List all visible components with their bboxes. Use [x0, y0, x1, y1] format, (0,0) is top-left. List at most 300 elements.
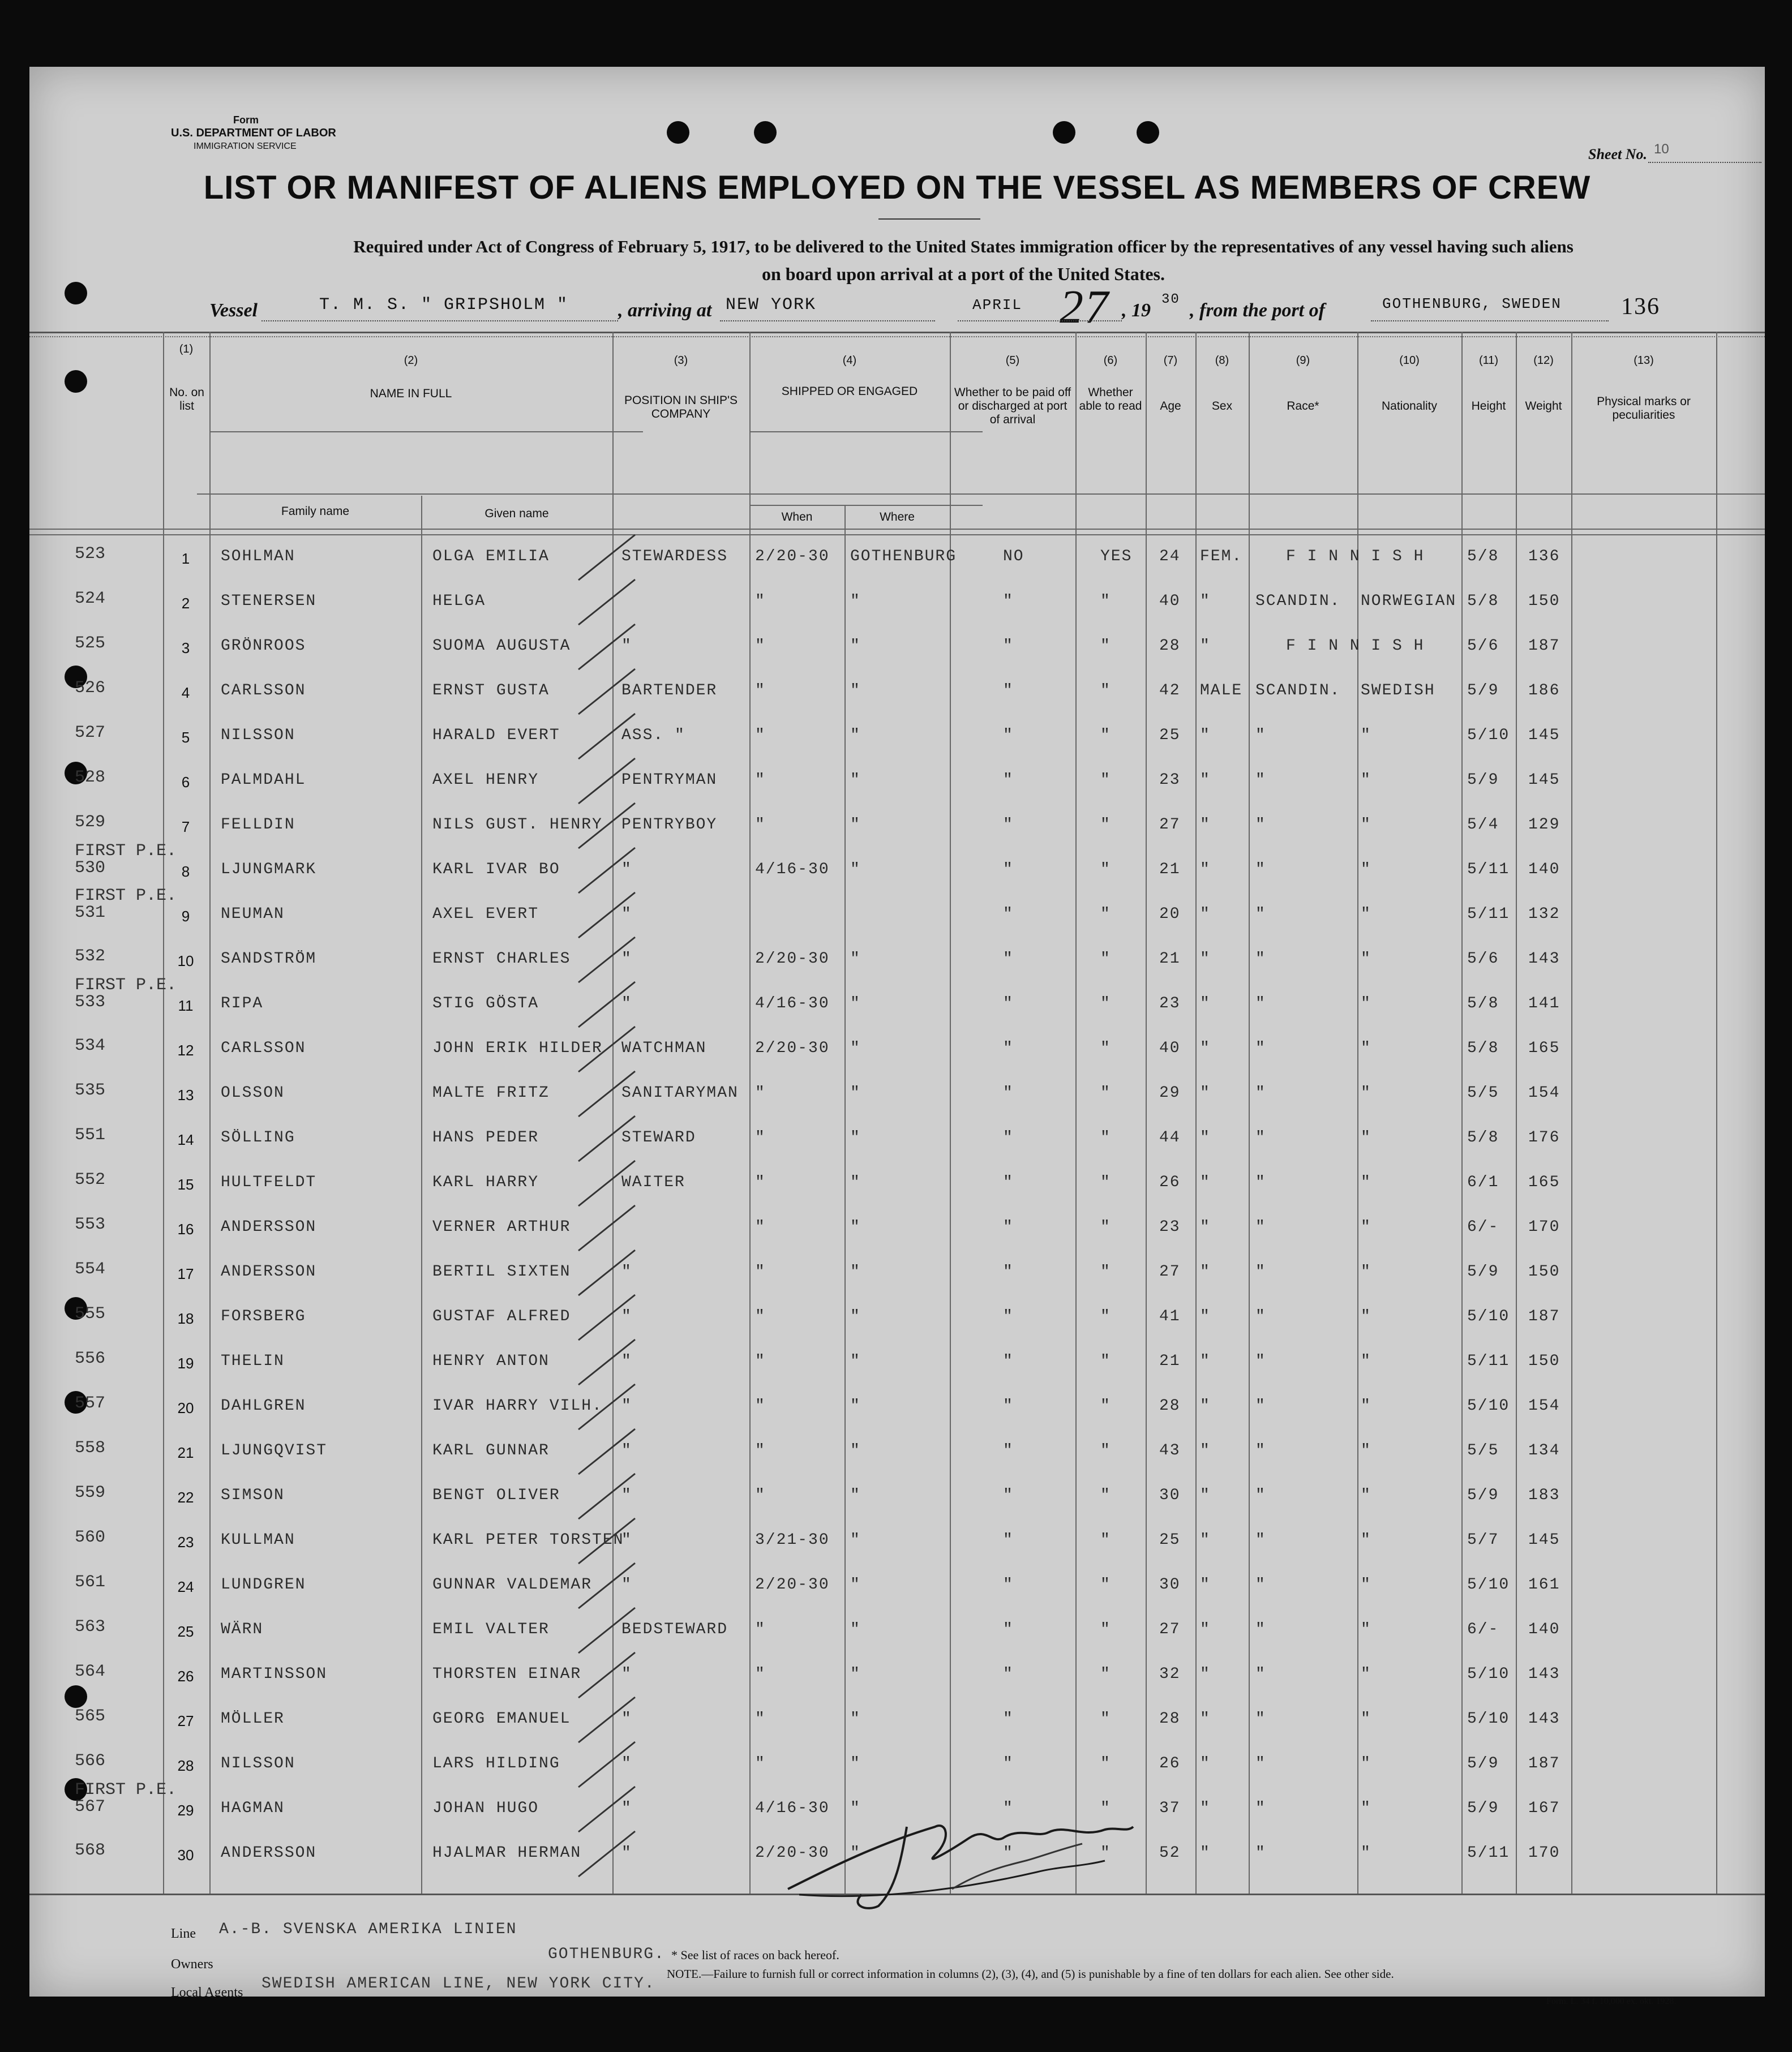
paid-off-cell: " — [1003, 1308, 1014, 1325]
tick-mark — [573, 1471, 641, 1522]
shipped-when-cell: " — [755, 1487, 766, 1504]
given-name-cell: JOHAN HUGO — [432, 1800, 539, 1817]
margin-list-number: 563 — [75, 1617, 106, 1637]
race-cell: " — [1255, 1040, 1266, 1057]
able-read-cell: " — [1100, 816, 1111, 834]
weight-cell: 187 — [1528, 1755, 1561, 1772]
position-cell: " — [621, 1442, 632, 1459]
col-num-4: (4) — [842, 354, 857, 367]
given-name-cell: IVAR HARRY VILH. — [432, 1397, 603, 1415]
row-number: 11 — [178, 997, 194, 1014]
paid-off-cell: " — [1003, 1844, 1014, 1862]
punch-hole — [754, 121, 777, 144]
nationality-cell: " — [1361, 1040, 1371, 1057]
shipped-where-cell: " — [850, 816, 861, 834]
margin-list-number: 564 — [75, 1662, 106, 1681]
shipped-when-cell: " — [755, 1218, 766, 1236]
margin-list-number: 553 — [75, 1215, 106, 1234]
race-cell: " — [1255, 1084, 1266, 1102]
age-cell: 30 — [1159, 1576, 1181, 1594]
col-num-8: (8) — [1215, 354, 1229, 367]
nationality-cell: " — [1361, 1084, 1371, 1102]
age-cell: 37 — [1159, 1800, 1181, 1817]
given-name-cell: KARL PETER TORSTEN — [432, 1531, 624, 1549]
row-number: 6 — [181, 774, 190, 791]
weight-cell: 140 — [1528, 861, 1561, 878]
shipped-where-cell: " — [850, 1487, 861, 1504]
age-cell: 27 — [1159, 1621, 1181, 1638]
form-code: Form. L. 34 f. 10,000 ex. okt. 1928. — [1546, 1997, 1677, 2006]
col-num-2: (2) — [404, 354, 418, 367]
shipped-when-cell: " — [755, 1665, 766, 1683]
row-number: 16 — [177, 1221, 194, 1238]
margin-list-number: 566 — [75, 1752, 106, 1771]
nationality-cell: " — [1361, 1397, 1371, 1415]
shipped-where-cell: " — [850, 1576, 861, 1594]
height-cell: 5/9 — [1467, 1263, 1499, 1281]
sex-cell: " — [1200, 1755, 1211, 1772]
shipped-where-cell: " — [850, 1308, 861, 1325]
col-num-5: (5) — [1005, 354, 1020, 367]
header-weight: Weight — [1525, 400, 1562, 413]
shipped-where-cell: " — [850, 682, 861, 699]
race-cell: " — [1255, 861, 1266, 878]
row-number: 30 — [177, 1847, 194, 1864]
shipped-when-cell: " — [755, 682, 766, 699]
sex-cell: " — [1200, 1576, 1211, 1594]
row-number: 18 — [177, 1310, 194, 1327]
position-cell: " — [621, 1844, 632, 1862]
shipped-when-cell: 2/20-30 — [755, 548, 830, 565]
position-cell: " — [621, 1576, 632, 1594]
given-name-cell: LARS HILDING — [432, 1755, 560, 1772]
race-cell: " — [1255, 1174, 1266, 1191]
given-name-cell: GUNNAR VALDEMAR — [432, 1576, 593, 1594]
given-name-cell: KARL IVAR BO — [432, 861, 560, 878]
given-name-cell: OLGA EMILIA — [432, 548, 550, 565]
vessel-line — [29, 281, 1765, 333]
family-name-cell: THELIN — [221, 1353, 285, 1370]
height-cell: 5/6 — [1467, 637, 1499, 655]
position-cell: " — [621, 905, 632, 923]
nationality-cell: " — [1361, 950, 1371, 968]
race-cell: " — [1255, 1442, 1266, 1459]
header-no-on-list: No. on list — [169, 386, 204, 413]
nationality-cell: " — [1361, 1129, 1371, 1147]
weight-cell: 150 — [1528, 1353, 1561, 1370]
family-name-cell: FELLDIN — [221, 816, 295, 834]
from-port-label: , from the port of — [1190, 300, 1325, 321]
able-read-cell: " — [1100, 1397, 1111, 1415]
age-cell: 23 — [1159, 1218, 1181, 1236]
punch-hole — [667, 121, 689, 144]
family-name-cell: KULLMAN — [221, 1531, 295, 1549]
height-cell: 5/8 — [1467, 995, 1499, 1012]
manifest-sheet — [29, 67, 1765, 2006]
row-number: 15 — [177, 1176, 194, 1193]
race-cell: " — [1255, 1621, 1266, 1638]
shipped-when-cell: " — [755, 1263, 766, 1281]
race-cell: " — [1255, 1487, 1266, 1504]
given-name-cell: SUOMA AUGUSTA — [432, 637, 571, 655]
given-name-cell: KARL GUNNAR — [432, 1442, 550, 1459]
shipped-where-cell: " — [850, 1442, 861, 1459]
able-read-cell: " — [1100, 1040, 1111, 1057]
sex-cell: " — [1200, 995, 1211, 1012]
tick-mark — [573, 890, 641, 941]
header-height: Height — [1471, 400, 1506, 413]
margin-list-number: 561 — [75, 1573, 106, 1592]
row-number: 19 — [177, 1355, 194, 1372]
paid-off-cell: " — [1003, 1442, 1014, 1459]
shipped-where-cell: " — [850, 995, 861, 1012]
weight-cell: 129 — [1528, 816, 1561, 834]
row-number: 9 — [181, 908, 190, 925]
tick-mark — [573, 1694, 641, 1745]
age-cell: 21 — [1159, 861, 1181, 878]
margin-list-number: 560 — [75, 1528, 106, 1547]
nationality-cell: " — [1361, 1353, 1371, 1370]
paid-off-cell: " — [1003, 816, 1014, 834]
col-num-13: (13) — [1634, 354, 1654, 367]
age-cell: 41 — [1159, 1308, 1181, 1325]
subtitle-line-2: on board upon arrival at a port of the United States. — [761, 264, 1165, 284]
nationality-cell: " — [1361, 1576, 1371, 1594]
height-cell: 5/10 — [1467, 1397, 1510, 1415]
tick-mark — [573, 1516, 641, 1566]
family-name-cell: GRÖNROOS — [221, 637, 306, 655]
paid-off-cell: " — [1003, 1665, 1014, 1683]
shipped-when-cell: 4/16-30 — [755, 995, 830, 1012]
shipped-when-cell: " — [755, 1621, 766, 1638]
sex-cell: " — [1200, 727, 1211, 744]
able-read-cell: " — [1100, 1084, 1111, 1102]
nationality-cell: " — [1361, 1665, 1371, 1683]
shipped-where-cell: " — [850, 637, 861, 655]
weight-cell: 187 — [1528, 637, 1561, 655]
shipped-when-cell: " — [755, 1755, 766, 1772]
nationality-cell: " — [1361, 995, 1371, 1012]
shipped-when-cell: 2/20-30 — [755, 1844, 830, 1862]
age-cell: 28 — [1159, 1710, 1181, 1728]
margin-list-number: 555 — [75, 1304, 106, 1324]
nationality-cell: SWEDISH — [1361, 682, 1435, 699]
sex-cell: " — [1200, 1531, 1211, 1549]
able-read-cell: " — [1100, 1844, 1111, 1862]
department-label: U.S. DEPARTMENT OF LABOR — [171, 127, 336, 139]
paid-off-cell: " — [1003, 995, 1014, 1012]
height-cell: 6/- — [1467, 1621, 1499, 1638]
able-read-cell: " — [1100, 1710, 1111, 1728]
arrival-month: APRIL — [972, 297, 1023, 314]
family-name-cell: LUNDGREN — [221, 1576, 306, 1594]
header-paid-off: Whether to be paid off or discharged at port of arrival — [954, 386, 1071, 426]
shipped-when-cell: 2/20-30 — [755, 1576, 830, 1594]
header-position: POSITION IN SHIP'S COMPANY — [624, 394, 738, 420]
shipped-where-cell: " — [850, 950, 861, 968]
weight-cell: 187 — [1528, 1308, 1561, 1325]
race-cell: " — [1255, 1308, 1266, 1325]
race-cell: F I N N I S H — [1286, 637, 1425, 655]
arrival-day: 27 — [1060, 281, 1109, 333]
height-cell: 5/10 — [1467, 1308, 1510, 1325]
weight-cell: 170 — [1528, 1844, 1561, 1862]
margin-list-number: 532 — [75, 947, 106, 966]
shipped-when-cell: " — [755, 727, 766, 744]
age-cell: 28 — [1159, 1397, 1181, 1415]
position-cell: " — [621, 861, 632, 878]
nationality-cell: " — [1361, 1442, 1371, 1459]
paid-off-cell: " — [1003, 1531, 1014, 1549]
sex-cell: " — [1200, 1710, 1211, 1728]
height-cell: 5/4 — [1467, 816, 1499, 834]
able-read-cell: " — [1100, 1263, 1111, 1281]
service-label: IMMIGRATION SERVICE — [194, 141, 297, 151]
weight-cell: 136 — [1528, 548, 1561, 565]
year-prefix: , 19 — [1122, 300, 1151, 321]
sex-cell: " — [1200, 771, 1211, 789]
age-cell: 44 — [1159, 1129, 1181, 1147]
height-cell: 6/- — [1467, 1218, 1499, 1236]
margin-list-number: 526 — [75, 679, 106, 698]
race-cell: " — [1255, 1665, 1266, 1683]
shipped-when-cell: 4/16-30 — [755, 861, 830, 878]
shipped-where-cell: " — [850, 1800, 861, 1817]
position-cell: " — [621, 950, 632, 968]
given-name-cell: HELGA — [432, 593, 486, 610]
weight-cell: 132 — [1528, 905, 1561, 923]
year-suffix: 30 — [1161, 292, 1180, 307]
position-cell: " — [621, 1353, 632, 1370]
weight-cell: 154 — [1528, 1397, 1561, 1415]
family-name-cell: SIMSON — [221, 1487, 285, 1504]
margin-list-number: 568 — [75, 1841, 106, 1860]
age-cell: 30 — [1159, 1487, 1181, 1504]
paid-off-cell: " — [1003, 1218, 1014, 1236]
race-cell: " — [1255, 1844, 1266, 1862]
able-read-cell: " — [1100, 1531, 1111, 1549]
form-label: Form — [233, 114, 259, 126]
tick-mark — [573, 1337, 641, 1388]
crew-table — [29, 332, 1765, 1894]
shipped-where-cell: " — [850, 727, 861, 744]
height-cell: 5/6 — [1467, 950, 1499, 968]
header-shipped: SHIPPED OR ENGAGED — [781, 385, 918, 398]
able-read-cell: " — [1100, 682, 1111, 699]
header-family-name: Family name — [281, 505, 350, 518]
given-name-cell: KARL HARRY — [432, 1174, 539, 1191]
tick-mark — [573, 711, 641, 762]
margin-list-number: 524 — [75, 589, 106, 608]
nationality-cell: " — [1361, 861, 1371, 878]
race-cell: F I N N I S H — [1286, 548, 1425, 565]
paid-off-cell: " — [1003, 1353, 1014, 1370]
given-name-cell: HENRY ANTON — [432, 1353, 550, 1370]
given-name-cell: GUSTAF ALFRED — [432, 1308, 571, 1325]
shipped-when-cell: " — [755, 1710, 766, 1728]
age-cell: 21 — [1159, 1353, 1181, 1370]
nationality-cell: " — [1361, 1487, 1371, 1504]
tick-mark — [573, 1381, 641, 1432]
age-cell: 26 — [1159, 1174, 1181, 1191]
position-cell: " — [621, 1755, 632, 1772]
weight-cell: 161 — [1528, 1576, 1561, 1594]
race-cell: " — [1255, 1755, 1266, 1772]
paid-off-cell: " — [1003, 1576, 1014, 1594]
nationality-cell: " — [1361, 1174, 1371, 1191]
tick-mark — [573, 1292, 641, 1343]
position-cell: " — [621, 637, 632, 655]
age-cell: 20 — [1159, 905, 1181, 923]
family-name-cell: ANDERSSON — [221, 1263, 317, 1281]
able-read-cell: " — [1100, 1353, 1111, 1370]
margin-list-number: FIRST P.E. 567 — [75, 1780, 177, 1817]
age-cell: 25 — [1159, 1531, 1181, 1549]
margin-list-number: 523 — [75, 544, 106, 564]
position-cell: PENTRYMAN — [621, 771, 718, 789]
age-cell: 21 — [1159, 950, 1181, 968]
race-cell: " — [1255, 995, 1266, 1012]
sex-cell: " — [1200, 637, 1211, 655]
margin-list-number: 534 — [75, 1036, 106, 1055]
family-name-cell: NILSSON — [221, 727, 295, 744]
margin-list-number: 535 — [75, 1081, 106, 1100]
weight-cell: 141 — [1528, 995, 1561, 1012]
paid-off-cell: " — [1003, 861, 1014, 878]
given-name-cell: GEORG EMANUEL — [432, 1710, 571, 1728]
paid-off-cell: " — [1003, 1487, 1014, 1504]
age-cell: 52 — [1159, 1844, 1181, 1862]
weight-cell: 186 — [1528, 682, 1561, 699]
weight-cell: 145 — [1528, 1531, 1561, 1549]
position-cell: WATCHMAN — [621, 1040, 707, 1057]
col-num-11: (11) — [1478, 354, 1499, 367]
weight-cell: 150 — [1528, 593, 1561, 610]
paid-off-cell: " — [1003, 1710, 1014, 1728]
position-cell: " — [621, 1397, 632, 1415]
shipped-where-cell: " — [850, 1531, 861, 1549]
shipped-when-cell: " — [755, 771, 766, 789]
age-cell: 43 — [1159, 1442, 1181, 1459]
paid-off-cell: " — [1003, 1397, 1014, 1415]
subtitle-line-1: Required under Act of Congress of February 5, 1917, to be delivered to the United States immigration officer by the representatives of any vessel having such aliens — [353, 237, 1574, 256]
race-cell: " — [1255, 771, 1266, 789]
position-cell: BARTENDER — [621, 682, 718, 699]
shipped-when-cell: 3/21-30 — [755, 1531, 830, 1549]
position-cell: SANITARYMAN — [621, 1084, 739, 1102]
margin-list-number: 556 — [75, 1349, 106, 1368]
given-name-cell: AXEL EVERT — [432, 905, 539, 923]
shipped-where-cell: " — [850, 593, 861, 610]
family-name-cell: OLSSON — [221, 1084, 285, 1102]
age-cell: 40 — [1159, 593, 1181, 610]
row-number: 20 — [177, 1400, 194, 1416]
paid-off-cell: NO — [1003, 548, 1024, 565]
race-cell: " — [1255, 816, 1266, 834]
position-cell: " — [621, 1800, 632, 1817]
tick-mark — [573, 934, 641, 985]
race-cell: " — [1255, 727, 1266, 744]
punch-hole — [1053, 121, 1075, 144]
height-cell: 5/11 — [1467, 1353, 1510, 1370]
col-num-12: (12) — [1533, 354, 1554, 367]
sex-cell: " — [1200, 816, 1211, 834]
weight-cell: 176 — [1528, 1129, 1561, 1147]
paid-off-cell: " — [1003, 682, 1014, 699]
shipped-where-cell: " — [850, 1755, 861, 1772]
sex-cell: " — [1200, 950, 1211, 968]
able-read-cell: " — [1100, 1800, 1111, 1817]
paid-off-cell: " — [1003, 1040, 1014, 1057]
sex-cell: " — [1200, 1218, 1211, 1236]
position-cell: " — [621, 1710, 632, 1728]
shipped-where-cell: " — [850, 1084, 861, 1102]
tick-mark — [573, 1158, 641, 1209]
able-read-cell: " — [1100, 1576, 1111, 1594]
margin-list-number: FIRST P.E. 533 — [75, 976, 177, 1012]
col-num-6: (6) — [1103, 354, 1118, 367]
weight-cell: 170 — [1528, 1218, 1561, 1236]
sex-cell: " — [1200, 1353, 1211, 1370]
paid-off-cell: " — [1003, 1621, 1014, 1638]
margin-list-number: 565 — [75, 1707, 106, 1726]
row-number: 21 — [177, 1444, 194, 1461]
family-name-cell: RIPA — [221, 995, 264, 1012]
shipped-where-cell: " — [850, 1844, 861, 1862]
weight-cell: 143 — [1528, 1710, 1561, 1728]
able-read-cell: " — [1100, 1174, 1111, 1191]
tick-mark — [573, 845, 641, 896]
family-name-cell: MÖLLER — [221, 1710, 285, 1728]
family-name-cell: NEUMAN — [221, 905, 285, 923]
given-name-cell: MALTE FRITZ — [432, 1084, 550, 1102]
row-number: 23 — [177, 1534, 194, 1551]
able-read-cell: " — [1100, 771, 1111, 789]
sex-cell: " — [1200, 593, 1211, 610]
race-cell: " — [1255, 1800, 1266, 1817]
tick-mark — [573, 1203, 641, 1253]
shipped-where-cell: GOTHENBURG — [850, 548, 957, 565]
tick-mark — [573, 1560, 641, 1611]
arriving-at: NEW YORK — [726, 295, 817, 315]
shipped-when-cell: 2/20-30 — [755, 950, 830, 968]
shipped-when-cell: " — [755, 1353, 766, 1370]
able-read-cell: " — [1100, 1442, 1111, 1459]
row-number: 17 — [177, 1265, 194, 1282]
weight-cell: 165 — [1528, 1174, 1561, 1191]
height-cell: 5/9 — [1467, 771, 1499, 789]
height-cell: 5/11 — [1467, 905, 1510, 923]
sex-cell: " — [1200, 1665, 1211, 1683]
row-number: 1 — [181, 550, 190, 567]
race-cell: " — [1255, 905, 1266, 923]
shipped-where-cell: " — [850, 1129, 861, 1147]
able-read-cell: " — [1100, 1218, 1111, 1236]
shipped-when-cell: 2/20-30 — [755, 1040, 830, 1057]
shipped-when-cell: " — [755, 1442, 766, 1459]
given-name-cell: AXEL HENRY — [432, 771, 539, 789]
row-number: 13 — [177, 1087, 194, 1104]
sex-cell: " — [1200, 1844, 1211, 1862]
age-cell: 24 — [1159, 548, 1181, 565]
family-name-cell: CARLSSON — [221, 1040, 306, 1057]
shipped-where-cell: " — [850, 1353, 861, 1370]
able-read-cell: " — [1100, 995, 1111, 1012]
family-name-cell: WÄRN — [221, 1621, 264, 1638]
height-cell: 5/8 — [1467, 593, 1499, 610]
weight-cell: 134 — [1528, 1442, 1561, 1459]
paid-off-cell: " — [1003, 1800, 1014, 1817]
